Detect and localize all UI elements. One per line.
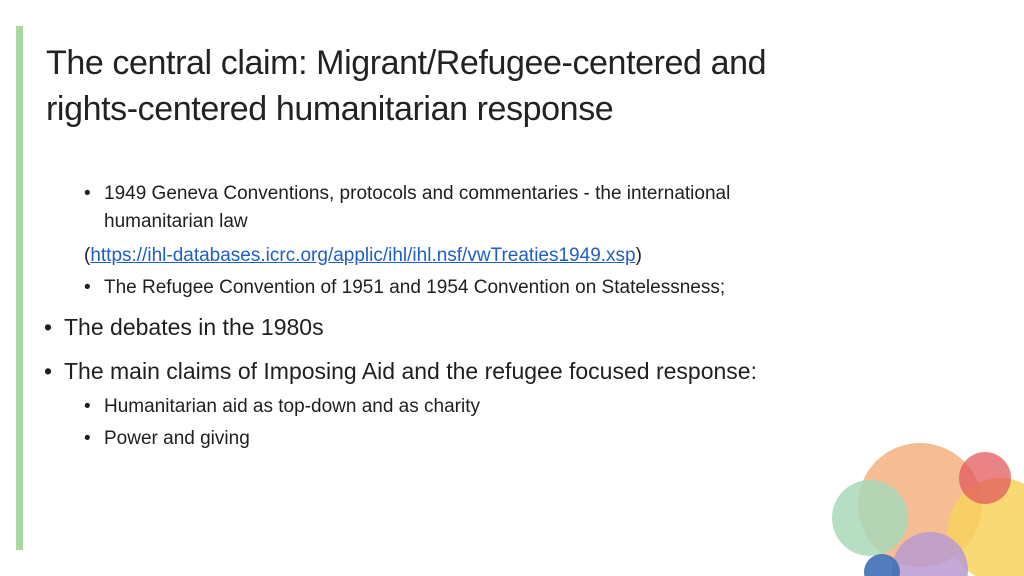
bullet-icon: • [84,396,91,417]
main-claims-text: The main claims of Imposing Aid and the refugee focused response: [64,358,757,384]
bullet-icon: • [84,183,91,204]
bullet-icon: • [84,428,91,449]
ihl-database-link[interactable]: https://ihl-databases.icrc.org/applic/ihl/ihl.nsf/vwTreaties1949.xsp [90,245,636,266]
bullet-icon: • [44,314,53,340]
refugee-convention-text: The Refugee Convention of 1951 and 1954 Convention on Statelessness; [104,277,726,298]
geneva-text-line-1: 1949 Geneva Conventions, protocols and commentaries - the international [104,183,731,204]
debates-text: The debates in the 1980s [64,314,324,340]
bullet-icon: • [44,358,53,384]
red-circle [959,452,1011,504]
bullet-icon: • [84,277,91,298]
mint-circle [832,480,908,556]
link-open-paren: ( [84,245,91,266]
title-line-1: The central claim: Migrant/Refugee-centered and [46,44,767,82]
geneva-text-line-2: humanitarian law [104,211,248,232]
aid-topdown-text: Humanitarian aid as top-down and as charity [104,396,480,417]
title-line-2: rights-centered humanitarian response [46,90,614,128]
power-giving-text: Power and giving [104,428,250,449]
link-close-paren: ) [635,245,642,266]
